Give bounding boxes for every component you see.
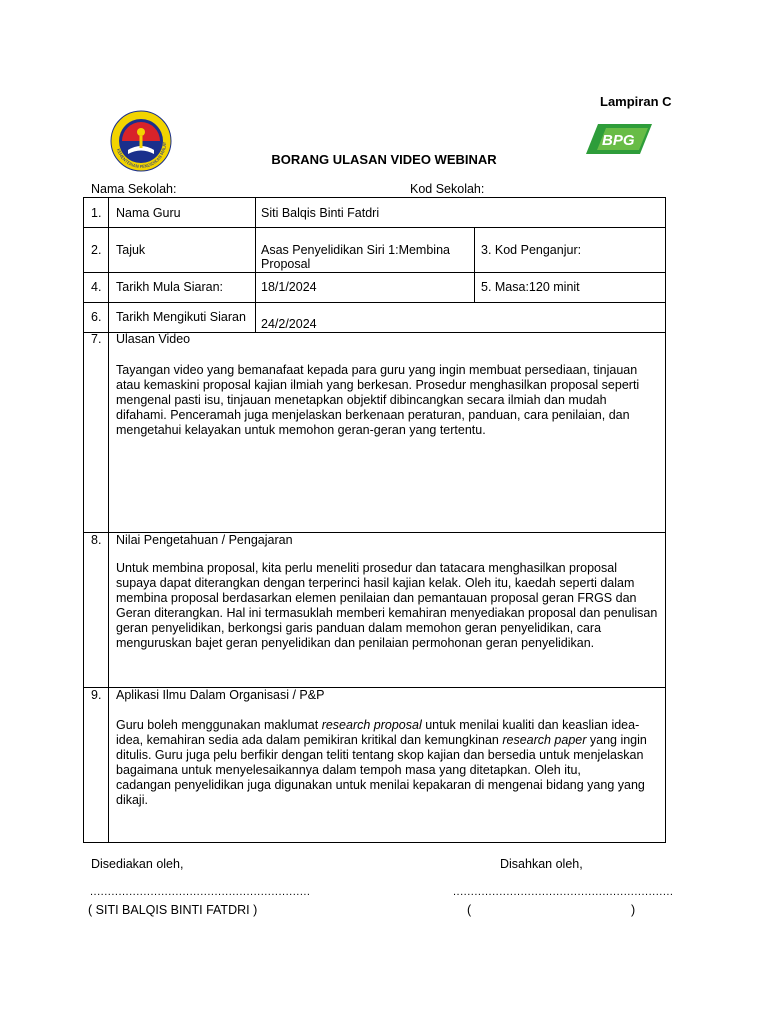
tarikh-mengikuti-value: 24/2/2024 [261,317,317,331]
kod-sekolah-label: Kod Sekolah: [410,182,485,196]
signature-line-left: .............................................................. [90,886,311,898]
tarikh-mula-label: Tarikh Mula Siaran: [116,280,223,294]
approver-name-open: ( [467,903,472,917]
tajuk-value: Asas Penyelidikan Siri 1:Membina Proposal [261,243,450,271]
signature-line-right: .............................................................. [453,886,674,898]
tarikh-mula-value: 18/1/2024 [261,280,317,294]
signatory-name: ( SITI BALQIS BINTI FATDRI ) [88,903,258,917]
review-form-table [83,197,666,843]
row-number: 1. [91,206,102,220]
kod-penganjur-label: 3. Kod Penganjur: [481,243,582,257]
ulasan-video-heading: Ulasan Video [116,332,191,346]
tarikh-mengikuti-label: Tarikh Mengikuti Siaran [116,310,246,324]
aplikasi-ilmu-text: Guru boleh menggunakan maklumat research proposal untuk menilai kualiti dan keaslian idea- idea, kemahiran sedia ada dalam pemikiran kritikal dan kemungkinan research paper yang ingin ditulis. Guru juga pelu berfikir dengan teliti tentang skop kajian dan bersedia untuk menjelaskan bagaimana untuk menyelesaikannya dalam tempoh masa yang ditetapkan. Oleh itu, cadangan penyelidikan juga digunakan untuk menilai kepakaran di mengenai bidang yang yang dikaji. [116,718,647,807]
logo-text: KEMENTERIAN PENDIDIKAN MALAY [115,141,168,170]
nama-guru-value: Siti Balqis Binti Fatdri [261,206,380,220]
disahkan-label: Disahkan oleh, [500,857,583,871]
nilai-pengetahuan-heading: Nilai Pengetahuan / Pengajaran [116,533,293,547]
row-divider [84,272,665,273]
lampiran-label: Lampiran C [600,94,672,109]
column-divider [255,198,256,332]
masa-value: 5. Masa:120 minit [481,280,580,294]
row-divider [84,302,665,303]
column-divider [474,227,475,302]
approver-name-close: ) [631,903,636,917]
form-title: BORANG ULASAN VIDEO WEBINAR [271,152,497,167]
column-divider [108,198,109,842]
row-divider [84,227,665,228]
nama-guru-label: Nama Guru [116,206,181,220]
row-number: 4. [91,280,102,294]
bpg-logo-text: BPG [602,132,635,149]
aplikasi-ilmu-heading: Aplikasi Ilmu Dalam Organisasi / P&P [116,688,325,702]
nilai-pengetahuan-text: Untuk membina proposal, kita perlu meneliti prosedur dan tatacara menghasilkan proposal supaya dapat diterangkan dengan terperinci hasil kajian kelak. Oleh itu, kaedah seperti dalam membina proposal berdasarkan elemen penilaian dan pemantauan proposal geran FRGS dan Geran diterangkan. Hal ini termasuklah memberi kemahiran menyediakan proposal dan penulisan geran penyelidikan, berkongsi garis panduan dalam memohon geran penyelidikan, cara menguruskan bajet geran penyelidikan dan penilaian permohonan geran penyelidikan. [116,561,658,650]
section-number: 8. [91,533,102,547]
disediakan-label: Disediakan oleh, [91,857,184,871]
section-number: 9. [91,688,102,702]
tajuk-label: Tajuk [116,243,146,257]
section-number: 7. [91,332,102,346]
row-number: 2. [91,243,102,257]
ulasan-video-text: Tayangan video yang bemanafaat kepada para guru yang ingin membuat persediaan, tinjauan atau kemaskini proposal kajian ilmiah yang berkesan. Prosedur menghasilkan proposal seperti mengenal pasti isu, tinjauan menetapkan objektif dibincangkan secara ilmiah dan mudah difahami. Penceramah juga menjelaskan berkenaan peraturan, panduan, cara penilaian, dan mengetahui kelayakan untuk memohon geran-geran yang tertentu. [116,363,640,437]
row-number: 6. [91,310,102,324]
nama-sekolah-label: Nama Sekolah: [91,182,177,196]
